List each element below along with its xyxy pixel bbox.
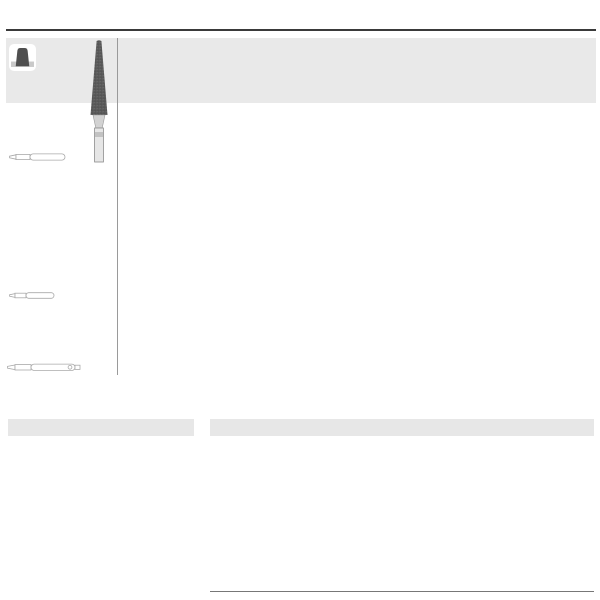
granulometry-title-band — [210, 419, 594, 436]
figure-box — [9, 44, 36, 71]
granulometry-bottom-rule — [210, 591, 594, 592]
tooth-prep-icon — [9, 44, 36, 71]
symbols-title-band — [8, 419, 194, 436]
fg-miniature-shank-icon — [8, 291, 56, 300]
bur-photo — [87, 39, 111, 163]
ra-shank-icon — [6, 362, 82, 373]
page-top-rule — [6, 29, 596, 31]
table-divider — [117, 38, 118, 375]
fg-shank-icon — [8, 152, 68, 162]
